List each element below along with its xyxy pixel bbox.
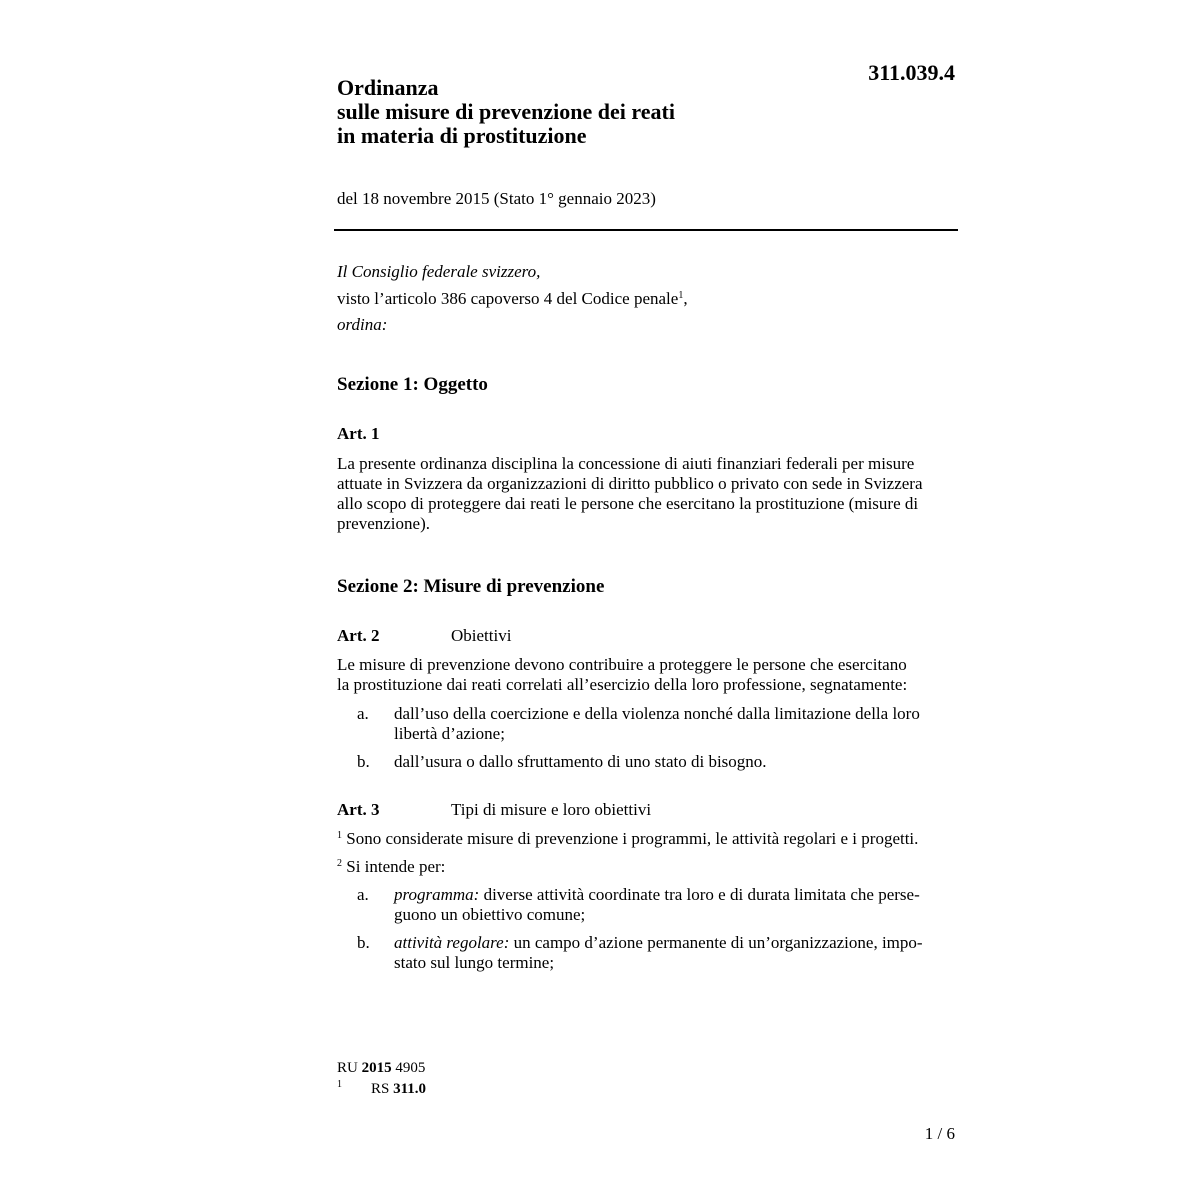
para-number: 2 bbox=[337, 858, 342, 869]
item-text bbox=[394, 704, 957, 744]
item-text-line-1: dall’usura o dallo sfruttamento di uno stato di bisogno. bbox=[394, 752, 767, 771]
art-1-label: Art. 1 bbox=[337, 424, 380, 443]
preamble-authority: Il Consiglio federale svizzero, bbox=[337, 262, 541, 281]
footnote-ref-1[interactable]: 1 bbox=[678, 289, 684, 301]
art-3-para-1 bbox=[337, 829, 918, 849]
art-1-line-3: allo scopo di proteggere dai reati le persone che esercitano la prostituzione (misure di bbox=[337, 494, 919, 513]
item-label: a. bbox=[357, 704, 369, 723]
item-term: programma: bbox=[394, 885, 480, 904]
item-text-line-2: guono un obiettivo comune; bbox=[394, 905, 586, 924]
art-1-body bbox=[337, 454, 955, 534]
preamble bbox=[337, 259, 688, 339]
legal-basis-comma: , bbox=[683, 288, 688, 308]
item-text bbox=[394, 885, 957, 925]
item-text bbox=[394, 933, 957, 973]
item-text-line-2: stato sul lungo termine; bbox=[394, 953, 555, 972]
footnote-ref: 311.0 bbox=[393, 1081, 427, 1097]
page-number: 1 / 6 bbox=[924, 1124, 955, 1143]
title-divider bbox=[334, 229, 958, 231]
section-2-heading: Sezione 2: Misure di prevenzione bbox=[337, 576, 605, 597]
item-label: b. bbox=[357, 752, 370, 771]
title-line-3: in materia di prostituzione bbox=[337, 123, 587, 148]
legal-basis-text: visto l’articolo 386 capoverso 4 del Codice penale bbox=[337, 288, 679, 308]
art-1-line-2: attuate in Svizzera da organizzazioni di diritto pubblico o privato con sede in Svizzera bbox=[337, 474, 923, 493]
preamble-legal-basis bbox=[337, 286, 688, 313]
item-text-line-1 bbox=[394, 933, 957, 953]
art-2-intro bbox=[337, 655, 955, 695]
art-1-line-4: prevenzione). bbox=[337, 514, 430, 533]
art-1-line-1: La presente ordinanza disciplina la concessione di aiuti finanziari federali per misure bbox=[337, 454, 915, 473]
item-term: attività regolare: bbox=[394, 933, 510, 952]
section-1-heading: Sezione 1: Oggetto bbox=[337, 374, 488, 395]
item-text-line-1: dall’uso della coercizione e della violenza nonché dalla limitazione della loro bbox=[394, 704, 920, 723]
footnote-1 bbox=[337, 1079, 537, 1099]
footnote-mark: 1 bbox=[337, 1079, 342, 1090]
art-3-title: Tipi di misure e loro obiettivi bbox=[451, 800, 652, 819]
document-number: 311.039.4 bbox=[868, 60, 955, 85]
ru-reference bbox=[337, 1058, 425, 1078]
para-text: Si intende per: bbox=[346, 857, 446, 876]
ru-year: 2015 bbox=[361, 1060, 392, 1076]
item-label: b. bbox=[357, 933, 370, 952]
art-2-intro-line-1: Le misure di prevenzione devono contribuire a proteggere le persone che esercitano bbox=[337, 655, 907, 674]
art-3-label: Art. 3 bbox=[337, 800, 380, 819]
item-label: a. bbox=[357, 885, 369, 904]
art-2-title: Obiettivi bbox=[451, 626, 512, 645]
para-number: 1 bbox=[337, 830, 342, 841]
item-definition: diverse attività coordinate tra loro e di durata limitata che perse- bbox=[479, 885, 920, 904]
item-definition: un campo d’azione permanente di un’organizzazione, impo- bbox=[509, 933, 923, 952]
art-2-label: Art. 2 bbox=[337, 626, 380, 645]
document-title bbox=[337, 76, 675, 148]
art-2-heading bbox=[337, 626, 512, 646]
item-text-line-2: libertà d’azione; bbox=[394, 724, 505, 743]
para-text: Sono considerate misure di prevenzione i programmi, le attività regolari e i progetti. bbox=[346, 829, 919, 848]
art-2-intro-line-2: la prostituzione dai reati correlati all’esercizio della loro professione, segnatamente: bbox=[337, 675, 908, 694]
footnote-prefix: RS bbox=[371, 1081, 394, 1097]
date-status-line: del 18 novembre 2015 (Stato 1° gennaio 2023) bbox=[337, 189, 656, 208]
ru-prefix: RU bbox=[337, 1060, 362, 1076]
art-3-heading bbox=[337, 800, 652, 820]
preamble-enacting: ordina: bbox=[337, 315, 388, 334]
art-3-para-2 bbox=[337, 857, 445, 877]
ru-page: 4905 bbox=[391, 1060, 426, 1076]
title-line-2: sulle misure di prevenzione dei reati bbox=[337, 99, 675, 124]
footnote-text bbox=[371, 1079, 426, 1099]
title-line-1: Ordinanza bbox=[337, 75, 439, 100]
item-text bbox=[394, 752, 957, 772]
art-1-heading bbox=[337, 424, 379, 444]
item-text-line-1 bbox=[394, 885, 957, 905]
